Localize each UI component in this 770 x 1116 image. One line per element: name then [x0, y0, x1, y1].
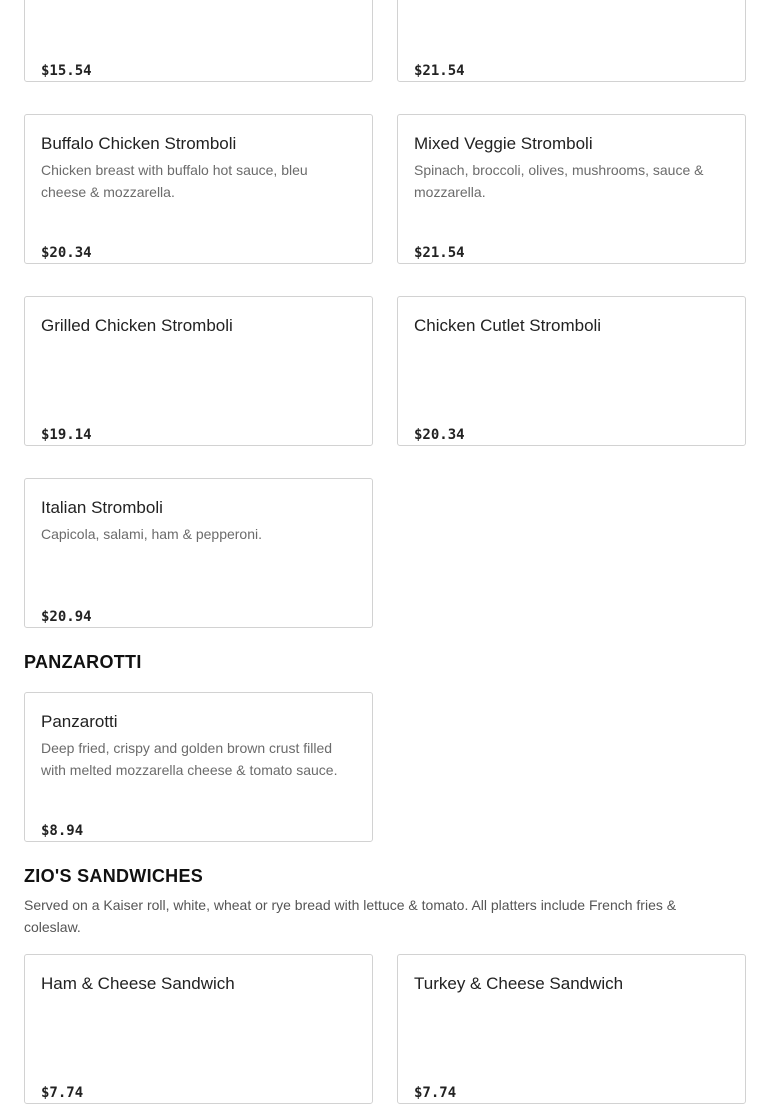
menu-item-card[interactable]: [397, 0, 746, 82]
menu-item-card[interactable]: [397, 114, 746, 264]
menu-item-card[interactable]: [24, 0, 373, 82]
menu-item-card[interactable]: [24, 114, 373, 264]
menu-item-price: $15.54: [41, 63, 92, 79]
menu-item-description: Spinach, broccoli, olives, mushrooms, sauce & mozzarella.: [414, 162, 704, 200]
menu-item-title: Grilled Chicken Stromboli: [41, 316, 233, 335]
menu-item-price: $20.94: [41, 609, 92, 625]
menu-item-price: $21.54: [414, 63, 465, 79]
menu-item-price: $20.34: [41, 245, 92, 261]
menu-item-title: Buffalo Chicken Stromboli: [41, 134, 237, 153]
menu-item-description: Chicken breast with buffalo hot sauce, bleu cheese & mozzarella.: [41, 162, 308, 200]
section-title-panzarotti: PANZAROTTI: [24, 652, 142, 672]
menu-item-title: Panzarotti: [41, 712, 118, 731]
menu-item-card[interactable]: [24, 478, 373, 628]
menu-item-description: Deep fried, crispy and golden brown crust filled with melted mozzarella cheese & tomato sauce.: [41, 740, 338, 778]
menu-item-card[interactable]: [24, 296, 373, 446]
menu-item-card[interactable]: [24, 692, 373, 842]
section-description: Served on a Kaiser roll, white, wheat or rye bread with lettuce & tomato. All platters include French fries & coleslaw.: [24, 897, 677, 935]
menu-item-price: $19.14: [41, 427, 92, 443]
menu-item-title: Italian Stromboli: [41, 498, 163, 517]
menu-item-price: $20.34: [414, 427, 465, 443]
menu-item-title: Chicken Cutlet Stromboli: [414, 316, 602, 335]
menu-item-description: Capicola, salami, ham & pepperoni.: [41, 526, 263, 542]
menu-item-price: $8.94: [41, 823, 84, 839]
section-title-sandwiches: ZIO'S SANDWICHES: [24, 866, 204, 886]
menu-item-price: $7.74: [41, 1085, 84, 1101]
menu-item-price: $7.74: [414, 1085, 457, 1101]
menu-item-title: Mixed Veggie Stromboli: [414, 134, 593, 153]
menu-item-price: $21.54: [414, 245, 465, 261]
menu-item-card[interactable]: [397, 954, 746, 1104]
menu-item-title: Turkey & Cheese Sandwich: [414, 974, 624, 993]
menu-item-card[interactable]: [397, 296, 746, 446]
menu-item-card[interactable]: [24, 954, 373, 1104]
menu-item-title: Ham & Cheese Sandwich: [41, 974, 235, 993]
